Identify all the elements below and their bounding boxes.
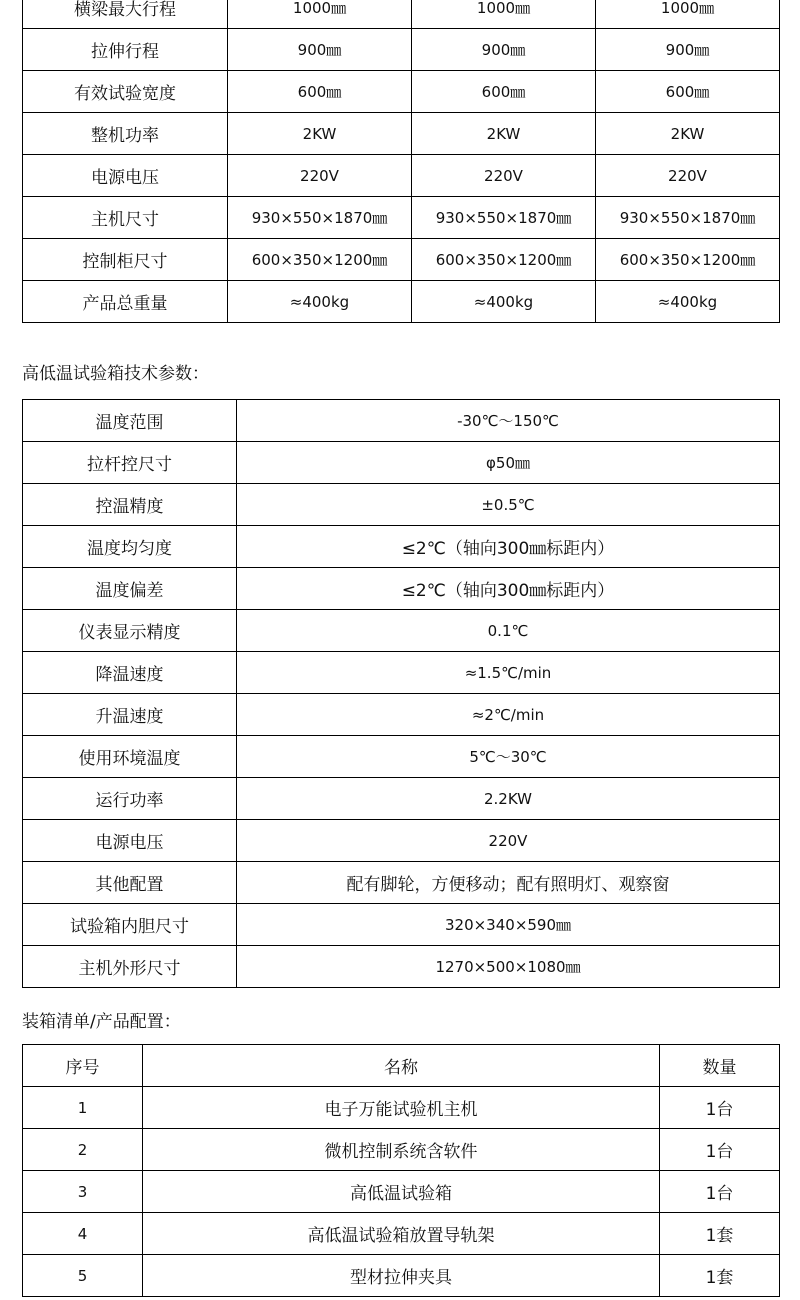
table-row xyxy=(23,1255,780,1297)
table-row xyxy=(23,442,780,484)
chamber-spec-table xyxy=(22,399,780,988)
chamber-section-title: 高低温试验箱技术参数： xyxy=(22,364,209,384)
table-row xyxy=(23,1087,780,1129)
chamber-label: 温度范围 xyxy=(23,400,237,442)
spec-label: 整机功率 xyxy=(23,113,228,155)
chamber-label: 电源电压 xyxy=(23,820,237,862)
table-row xyxy=(23,239,780,281)
spec-value: 220V xyxy=(596,155,780,197)
item-name: 微机控制系统含软件 xyxy=(143,1129,660,1171)
spec-value: 2KW xyxy=(596,113,780,155)
item-name: 电子万能试验机主机 xyxy=(143,1087,660,1129)
chamber-value: -30℃～150℃ xyxy=(237,400,780,442)
table-row xyxy=(23,281,780,323)
spec-value: 600×350×1200㎜ xyxy=(412,239,596,281)
table-row xyxy=(23,0,780,29)
spec-value: 2KW xyxy=(412,113,596,155)
item-qty: 1台 xyxy=(660,1171,780,1213)
spec-value: ≈400kg xyxy=(412,281,596,323)
table-row xyxy=(23,1129,780,1171)
item-index: 3 xyxy=(23,1171,143,1213)
table-row xyxy=(23,862,780,904)
spec-label: 拉伸行程 xyxy=(23,29,228,71)
table-row xyxy=(23,568,780,610)
chamber-value: 5℃～30℃ xyxy=(237,736,780,778)
table-row xyxy=(23,610,780,652)
spec-value: 600×350×1200㎜ xyxy=(596,239,780,281)
table-row xyxy=(23,113,780,155)
spec-value: ≈400kg xyxy=(228,281,412,323)
chamber-label: 其他配置 xyxy=(23,862,237,904)
column-header-index: 序号 xyxy=(23,1045,143,1087)
table-row xyxy=(23,1213,780,1255)
chamber-value: ≤2℃（轴向300㎜标距内） xyxy=(237,526,780,568)
item-index: 4 xyxy=(23,1213,143,1255)
spec-value: 900㎜ xyxy=(412,29,596,71)
chamber-label: 主机外形尺寸 xyxy=(23,946,237,988)
chamber-label: 升温速度 xyxy=(23,694,237,736)
packing-section-title: 装箱清单/产品配置： xyxy=(22,1012,181,1032)
chamber-value: 220V xyxy=(237,820,780,862)
item-qty: 1台 xyxy=(660,1087,780,1129)
spec-value: 900㎜ xyxy=(228,29,412,71)
chamber-label: 仪表显示精度 xyxy=(23,610,237,652)
table-row xyxy=(23,526,780,568)
spec-value: 930×550×1870㎜ xyxy=(596,197,780,239)
item-name: 高低温试验箱放置导轨架 xyxy=(143,1213,660,1255)
table-row xyxy=(23,904,780,946)
table-row xyxy=(23,1171,780,1213)
spec-label: 产品总重量 xyxy=(23,281,228,323)
item-name: 高低温试验箱 xyxy=(143,1171,660,1213)
spec-label: 有效试验宽度 xyxy=(23,71,228,113)
table-row xyxy=(23,694,780,736)
item-qty: 1台 xyxy=(660,1129,780,1171)
chamber-label: 控温精度 xyxy=(23,484,237,526)
spec-value: 600㎜ xyxy=(412,71,596,113)
item-index: 2 xyxy=(23,1129,143,1171)
chamber-value: 320×340×590㎜ xyxy=(237,904,780,946)
chamber-value: 配有脚轮，方便移动；配有照明灯、观察窗 xyxy=(237,862,780,904)
spec-value: 900㎜ xyxy=(596,29,780,71)
table-row xyxy=(23,197,780,239)
chamber-label: 温度偏差 xyxy=(23,568,237,610)
table-row xyxy=(23,29,780,71)
chamber-value: ≤2℃（轴向300㎜标距内） xyxy=(237,568,780,610)
item-index: 5 xyxy=(23,1255,143,1297)
chamber-label: 拉杆控尺寸 xyxy=(23,442,237,484)
spec-value: 930×550×1870㎜ xyxy=(412,197,596,239)
chamber-value: 0.1℃ xyxy=(237,610,780,652)
table-row xyxy=(23,71,780,113)
chamber-value: ≈1.5℃/min xyxy=(237,652,780,694)
chamber-value: φ50㎜ xyxy=(237,442,780,484)
spec-value: 930×550×1870㎜ xyxy=(228,197,412,239)
spec-label: 横梁最大行程 xyxy=(23,0,228,29)
item-index: 1 xyxy=(23,1087,143,1129)
table-row xyxy=(23,736,780,778)
chamber-value: ±0.5℃ xyxy=(237,484,780,526)
table-row xyxy=(23,778,780,820)
spec-value: 600㎜ xyxy=(228,71,412,113)
chamber-value: 1270×500×1080㎜ xyxy=(237,946,780,988)
table-row xyxy=(23,820,780,862)
spec-value: 220V xyxy=(412,155,596,197)
table-row xyxy=(23,652,780,694)
item-qty: 1套 xyxy=(660,1213,780,1255)
spec-value: 1000㎜ xyxy=(412,0,596,29)
chamber-value: ≈2℃/min xyxy=(237,694,780,736)
table-header-row xyxy=(23,1045,780,1087)
spec-value: 1000㎜ xyxy=(228,0,412,29)
spec-value: 220V xyxy=(228,155,412,197)
table-row xyxy=(23,946,780,988)
spec-label: 主机尺寸 xyxy=(23,197,228,239)
table-row xyxy=(23,400,780,442)
item-qty: 1套 xyxy=(660,1255,780,1297)
chamber-label: 运行功率 xyxy=(23,778,237,820)
chamber-label: 试验箱内胆尺寸 xyxy=(23,904,237,946)
chamber-label: 降温速度 xyxy=(23,652,237,694)
spec-value: ≈400kg xyxy=(596,281,780,323)
spec-label: 控制柜尺寸 xyxy=(23,239,228,281)
item-name: 型材拉伸夹具 xyxy=(143,1255,660,1297)
chamber-label: 温度均匀度 xyxy=(23,526,237,568)
table-row xyxy=(23,484,780,526)
chamber-value: 2.2KW xyxy=(237,778,780,820)
spec-value: 600㎜ xyxy=(596,71,780,113)
table-row xyxy=(23,155,780,197)
spec-value: 1000㎜ xyxy=(596,0,780,29)
column-header-name: 名称 xyxy=(143,1045,660,1087)
column-header-qty: 数量 xyxy=(660,1045,780,1087)
chamber-label: 使用环境温度 xyxy=(23,736,237,778)
spec-label: 电源电压 xyxy=(23,155,228,197)
machine-spec-table xyxy=(22,0,780,323)
spec-value: 2KW xyxy=(228,113,412,155)
packing-list-table xyxy=(22,1044,780,1297)
spec-value: 600×350×1200㎜ xyxy=(228,239,412,281)
